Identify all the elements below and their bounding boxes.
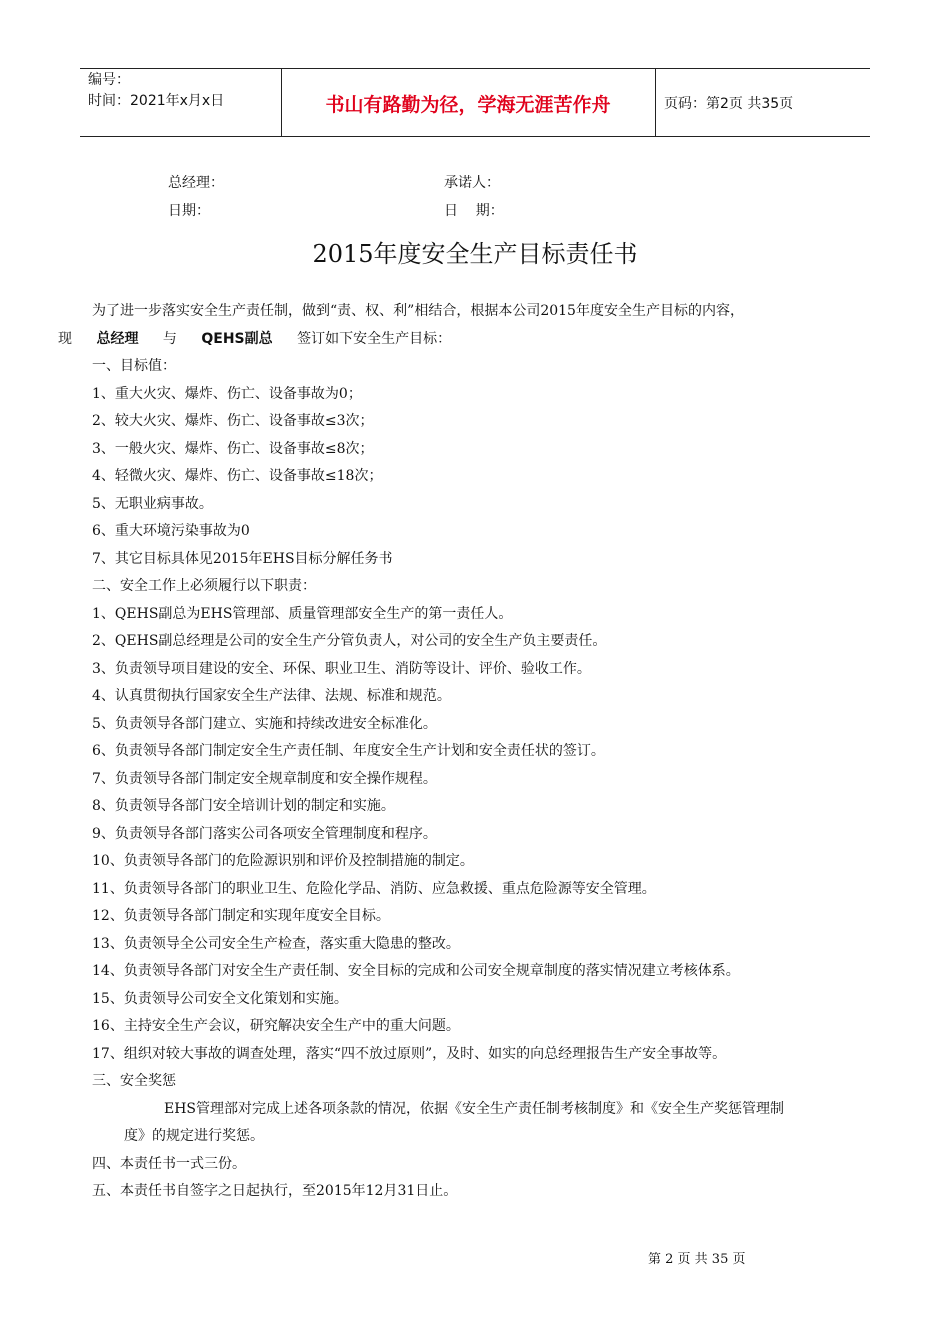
reward-paragraph	[92, 1096, 892, 1151]
list-item: 16、主持安全生产会议，研究解决安全生产中的重大问题。	[92, 1018, 460, 1034]
intro-suffix: 签订如下安全生产目标：	[297, 330, 452, 347]
document-title: 2015年度安全生产目标责任书	[312, 240, 638, 268]
list-item: 6、重大环境污染事故为0	[92, 523, 250, 539]
intro-connector: 与	[162, 330, 177, 347]
list-item: 17、组织对较大事故的调查处理，落实“四不放过原则”，及时、如实的向总经理报告生产安全事故等。	[92, 1045, 727, 1062]
header-left-cell	[88, 70, 224, 112]
document-number-label: 编号：	[88, 72, 130, 88]
header-divider-right	[655, 68, 656, 136]
section-heading: 五、本责任书自签字之日起执行，至2015年12月31日止。	[92, 1183, 458, 1199]
party-a: 总经理	[96, 330, 139, 347]
list-item: 11、负责领导各部门的职业卫生、危险化学品、消防、应急救援、重点危险源等安全管理。	[92, 880, 656, 897]
list-item: 14、负责领导各部门对安全生产责任制、安全目标的完成和公司安全规章制度的落实情况建立考核体系。	[92, 963, 740, 979]
list-item: 6、负责领导各部门制定安全生产责任制、年度安全生产计划和安全责任状的签订。	[92, 743, 605, 759]
list-item: 5、无职业病事故。	[92, 495, 213, 512]
section-heading: 四、本责任书一式三份。	[92, 1155, 246, 1172]
list-item: 15、负责领导公司安全文化策划和实施。	[92, 990, 348, 1007]
list-item: 2、QEHS副总经理是公司的安全生产分管负责人，对公司的安全生产负主要责任。	[92, 633, 607, 649]
list-item: 13、负责领导全公司安全生产检查，落实重大隐患的整改。	[92, 935, 460, 952]
section-heading: 三、安全奖惩	[92, 1073, 176, 1089]
list-item: 9、负责领导各部门落实公司各项安全管理制度和程序。	[92, 825, 437, 842]
intro-line-2	[58, 326, 892, 354]
list-item: 7、其它目标具体见2015年EHS目标分解任务书	[92, 550, 393, 567]
list-item: 2、较大火灾、爆炸、伤亡、设备事故≤3次；	[92, 413, 374, 429]
date-label-left: 日期：	[168, 203, 210, 219]
list-item: 12、负责领导各部门制定和实现年度安全目标。	[92, 908, 390, 924]
list-item: 1、QEHS副总为EHS管理部、质量管理部安全生产的第一责任人。	[92, 605, 513, 622]
list-item: 8、负责领导各部门安全培训计划的制定和实施。	[92, 798, 395, 814]
header-page-number: 页码：第2页 共35页	[664, 96, 794, 112]
date-label-right: 日 期：	[444, 203, 504, 219]
list-item: 3、负责领导项目建设的安全、环保、职业卫生、消防等设计、评价、验收工作。	[92, 660, 591, 677]
reward-paragraph-line-2: 度》的规定进行奖惩。	[124, 1128, 264, 1144]
list-item: 4、认真贯彻执行国家安全生产法律、法规、标准和规范。	[92, 688, 451, 704]
intro-prefix: 现	[58, 330, 72, 347]
list-item: 5、负责领导各部门建立、实施和持续改进安全标准化。	[92, 715, 437, 732]
header-motto: 书山有路勤为径，学海无涯苦作舟	[325, 94, 611, 116]
list-item: 3、一般火灾、爆炸、伤亡、设备事故≤8次；	[92, 440, 374, 457]
intro-line-1: 为了进一步落实安全生产责任制，做到“责、权、利”相结合，根据本公司2015年度安全生产目标的内容，	[92, 303, 744, 319]
list-item: 4、轻微火灾、爆炸、伤亡、设备事故≤18次；	[92, 468, 383, 484]
header-top-rule	[80, 68, 870, 69]
page-footer: 第 2 页 共 35 页	[648, 1252, 746, 1267]
list-item: 7、负责领导各部门制定安全规章制度和安全操作规程。	[92, 770, 437, 787]
list-item: 1、重大火灾、爆炸、伤亡、设备事故为0；	[92, 385, 362, 402]
header-bottom-rule	[80, 136, 870, 137]
section-heading: 一、目标值：	[92, 358, 176, 374]
list-item: 10、负责领导各部门的危险源识别和评价及控制措施的制定。	[92, 853, 474, 869]
section-heading: 二、安全工作上必须履行以下职责：	[92, 578, 316, 594]
reward-paragraph-line-1: EHS管理部对完成上述各项条款的情况，依据《安全生产责任制考核制度》和《安全生产奖惩管理制	[164, 1100, 785, 1117]
document-time-label: 时间：2021年x月x日	[88, 93, 225, 109]
promisor-label: 承诺人：	[444, 175, 500, 191]
document-body	[58, 298, 892, 1206]
general-manager-label: 总经理：	[168, 175, 224, 191]
party-b: QEHS副总	[201, 330, 273, 347]
